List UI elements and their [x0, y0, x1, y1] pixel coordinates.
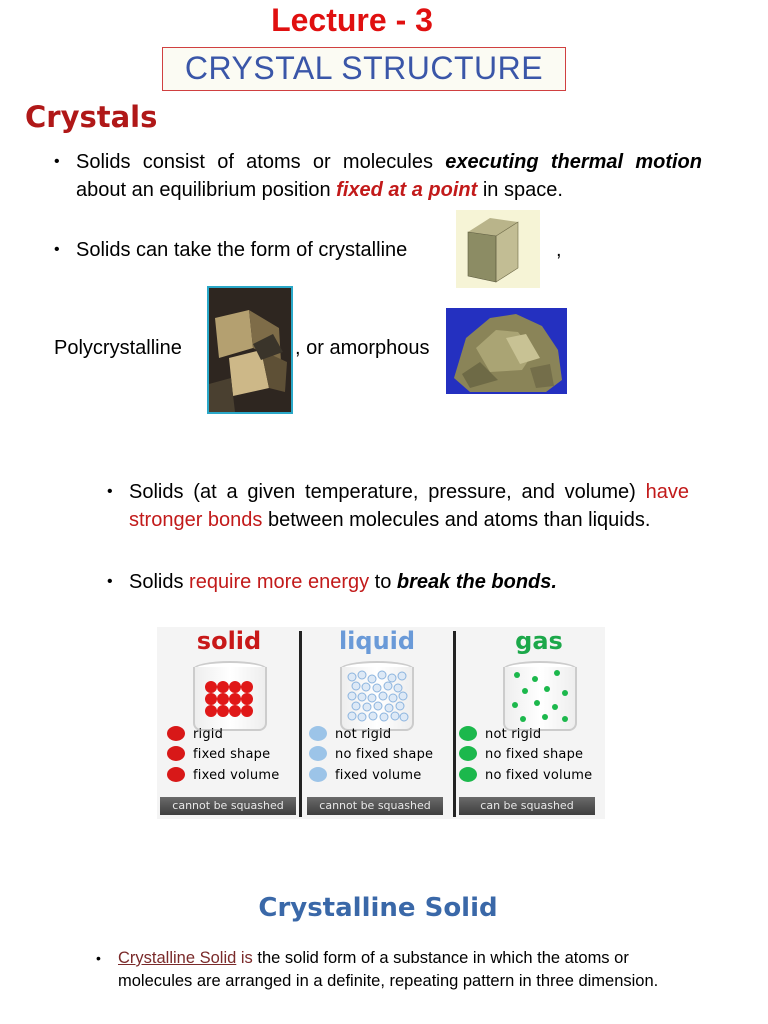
property-label: fixed volume: [335, 768, 422, 783]
bullet-text: is: [236, 949, 253, 967]
squash-bar: cannot be squashed: [307, 797, 443, 815]
green-dot-icon: [459, 746, 477, 761]
lecture-title: Lecture - 3: [271, 2, 433, 38]
polycrystalline-image: [207, 286, 293, 414]
property-label: no fixed shape: [485, 747, 584, 762]
beaker-icon: [340, 667, 414, 731]
property-label: no fixed shape: [335, 747, 434, 762]
liquid-particles-icon: [342, 667, 412, 727]
bullet-text: in space.: [477, 179, 563, 201]
list-item: [309, 726, 391, 742]
gas-title: gas: [515, 627, 563, 655]
bullet-comma: ,: [556, 239, 562, 261]
blue-dot-icon: [309, 726, 327, 741]
bullet-text: Solids (at a given temperature, pressure, and volume): [129, 481, 646, 503]
amorphous-image: [446, 308, 567, 394]
bullet-icon: •: [54, 241, 60, 258]
liquid-title: liquid: [338, 627, 416, 655]
green-dot-icon: [459, 767, 477, 782]
bullet-icon: •: [96, 950, 101, 966]
bullet-text: the solid form of a substance in which the atoms or molecules are arranged in a definite, repeating pattern in three dimension.: [118, 949, 659, 990]
bullet-text: Solids consist of atoms or molecules: [76, 151, 446, 173]
column-divider: [299, 631, 302, 817]
property-label: fixed volume: [193, 768, 280, 783]
green-dot-icon: [459, 726, 477, 741]
bullet-text: about an equilibrium position: [76, 179, 337, 201]
bullet-emphasis-red: fixed at a point: [336, 179, 478, 201]
bullet-text: to: [369, 571, 397, 593]
bullet-emphasis: break the bonds.: [396, 571, 557, 593]
page-title: CRYSTAL STRUCTURE: [162, 47, 566, 91]
solid-title: solid: [196, 627, 262, 655]
list-item: [167, 767, 279, 783]
amorphous-label: , or amorphous: [295, 337, 430, 359]
list-item: [96, 947, 684, 993]
polycrystalline-label: Polycrystalline: [54, 337, 182, 359]
property-label: rigid: [193, 727, 224, 742]
list-item: [459, 726, 541, 742]
red-dot-icon: [167, 746, 185, 761]
list-item: [167, 746, 270, 762]
list-item: [309, 746, 433, 762]
property-label: no fixed volume: [485, 768, 593, 783]
bullet-emphasis: executing thermal motion: [445, 151, 702, 173]
beaker-icon: [503, 667, 577, 731]
list-item: [459, 746, 583, 762]
list-item: [54, 148, 702, 204]
list-item: [107, 568, 689, 596]
gas-particles-icon: [505, 667, 575, 727]
bullet-icon: •: [107, 483, 113, 500]
red-dot-icon: [167, 767, 185, 782]
crystalline-solid-heading: Crystalline Solid: [258, 893, 498, 923]
bullet-emphasis-red: have stronger bonds: [129, 481, 689, 531]
property-label: not rigid: [485, 727, 542, 742]
crystals-heading: Crystals: [25, 100, 158, 134]
blue-dot-icon: [309, 767, 327, 782]
property-label: fixed shape: [193, 747, 271, 762]
bullet-text: between molecules and atoms than liquids.: [262, 509, 651, 531]
list-item: [309, 767, 421, 783]
crystalline-image: [456, 210, 540, 288]
list-item: [107, 478, 689, 534]
list-item: [54, 236, 476, 264]
term-link: Crystalline Solid: [118, 949, 237, 967]
beaker-icon: [193, 667, 267, 731]
bullet-text: Solids can take the form of crystalline: [76, 239, 408, 261]
bullet-emphasis-red: require more energy: [189, 571, 370, 593]
states-of-matter-figure: [157, 627, 605, 819]
solid-particles-icon: [195, 667, 265, 727]
blue-dot-icon: [309, 746, 327, 761]
bullet-icon: •: [107, 573, 113, 590]
list-item: [459, 767, 592, 783]
column-divider: [453, 631, 456, 817]
property-label: not rigid: [335, 727, 392, 742]
bullet-text: Solids: [129, 571, 190, 593]
red-dot-icon: [167, 726, 185, 741]
list-item: [167, 726, 223, 742]
bullet-icon: •: [54, 153, 60, 170]
squash-bar: can be squashed: [459, 797, 595, 815]
squash-bar: cannot be squashed: [160, 797, 296, 815]
